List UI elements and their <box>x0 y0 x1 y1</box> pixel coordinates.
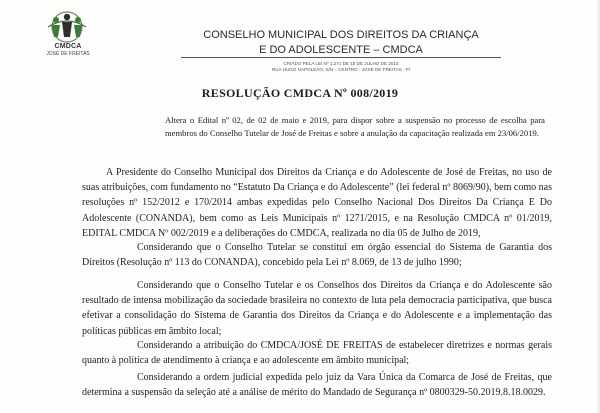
paragraph-preamble: A Presidente do Conselho Municipal dos Direitos da Criança e do Adolescente de José de Freitas, no uso de suas atribuições, com fundamento no “Estatuto Da Criança e do Adolescente” (lei federal nº 8069/90), bem como nas resoluções nº 152/2012 e 170/2014 ambas expedidas pelo Conselho Nacional Dos Direitos Da Criança E Do Adolescente (CONANDA), bem como as Leis Municipais nº 1271/2015, e na Resolução CMDCA nº 01/2019, EDITAL CMDCA Nº 002/2019 e a deliberações do CMDCA, realizada no dia 05 de Julho de 2019, <box>82 167 552 239</box>
logo-name: CMDCA <box>54 43 82 50</box>
logo-subtitle: JOSÉ DE FREITAS <box>46 51 90 57</box>
paragraph-considering-3: Considerando a atribuição do CMDCA/JOSÉ DE FREITAS de estabelecer diretrizes e normas gerais quanto à política de atendimento à criança e ao adolescente em âmbito municipal; <box>82 340 552 367</box>
resolution-summary: Altera o Edital nº 02, de 02 de maio e 2019, para dispor sobre a suspensão no processo de escolha para membros do Conselho Tutelar de José de Freitas e sobre a anulação da capacitação realizada em 23/06/2019. <box>165 115 545 138</box>
paragraph-considering-4: Considerando a ordem judicial expedida pelo juiz da Vara Única da Comarca de José de Freitas, que determina a suspensão da seleção até a análise de mérito do Mandado de Segurança nº 0800329-50.2019.8.18.0029. <box>82 372 552 399</box>
resolution-title: RESOLUÇÃO CMDCA Nº 008/2019 <box>201 86 399 100</box>
paragraph-considering-2: Considerando que o Conselho Tutelar e os Conselhos dos Direitos da Criança e do Adolescente são resultado de intensa mobilização da sociedade brasileira no contexto de luta pela democracia participativa, que busca efetivar a consolidação do Sistema de Garantia dos Direitos da Criança e do Adolescente e a implementação das políticas públicas em âmbito local; <box>82 280 552 337</box>
cmdca-logo <box>34 7 100 61</box>
address-line: RUA HUGO NAPOLEÃO, S/N – CENTRO - JOSÉ DE FREITAS - PI <box>271 67 411 72</box>
scan-edge-shadow <box>596 0 600 413</box>
header-divider <box>181 57 501 58</box>
paragraph-considering-1: Considerando que o Conselho Tutelar se constitui em órgão essencial do Sistema de Garantia dos Direitos (Resolução nº 113 do CONANDA), concebido pela Lei nº 8.069, de 13 de julho 1990; <box>82 242 552 269</box>
children-figures-icon <box>34 7 100 43</box>
council-title-line2: E DO ADOLESCENTE – CMDCA <box>259 44 423 56</box>
council-title-line1: CONSELHO MUNICIPAL DOS DIREITOS DA CRIANÇA <box>203 29 479 41</box>
creation-law-line: CRIADO PELA LEI Nº 1.271 DE 15 DE JULHO DE 2015 <box>283 61 399 66</box>
